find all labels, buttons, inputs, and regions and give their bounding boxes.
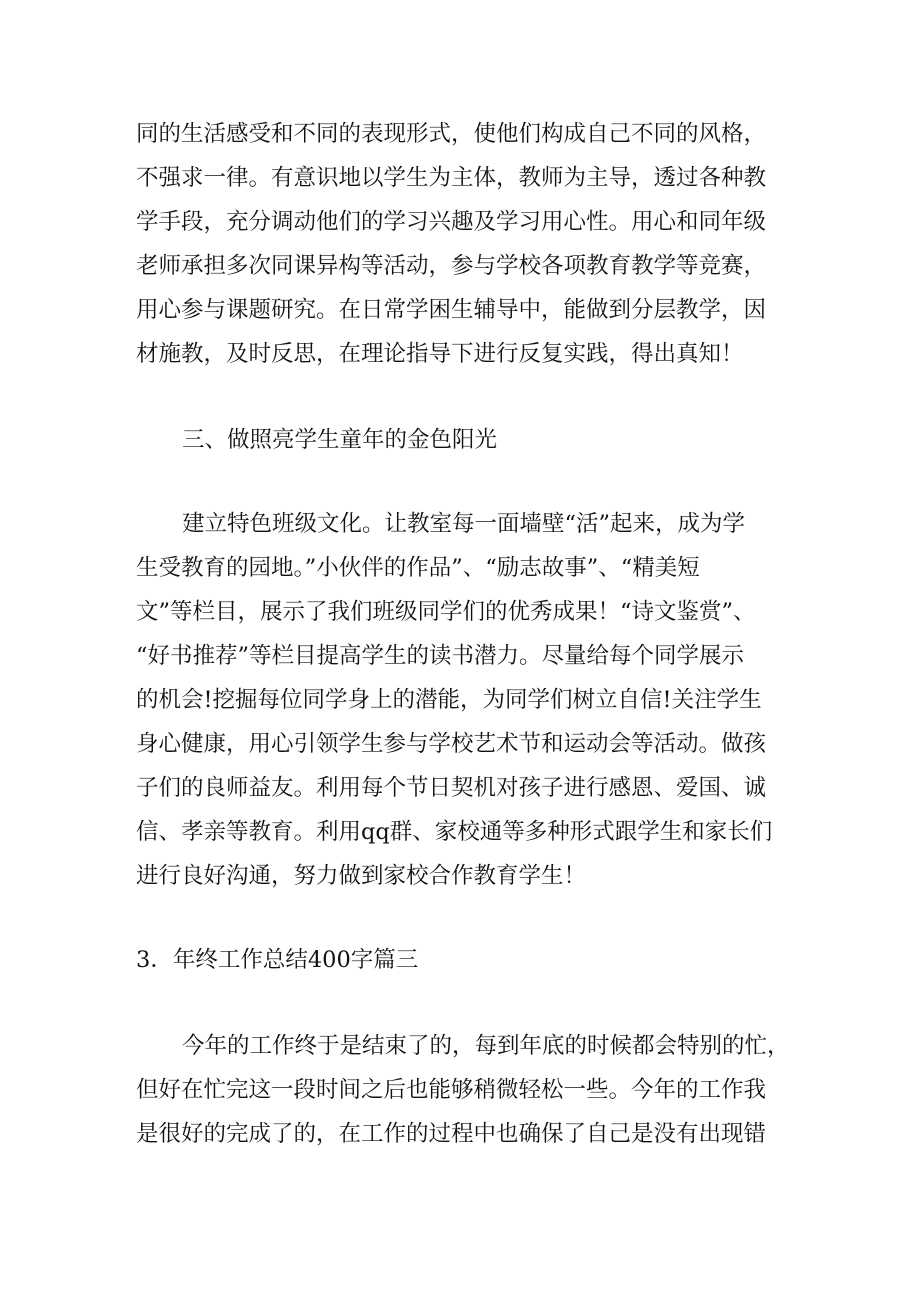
text-line: 生受教育的园地。”小伙伴的作品”、“励志故事”、“精美短 [136,555,700,581]
text-line: 文”等栏目，展示了我们班级同学们的优秀成果！“诗文鉴赏”、 [136,599,756,625]
section-heading-text: 三、做照亮学生童年的金色阳光 [182,427,498,453]
article-title [136,938,816,982]
text-line: 信、孝亲等教育。利用qq群、家校通等多种形式跟学生和家长们 [136,819,773,845]
text-line: 用心参与课题研究。在日常学困生辅导中，能做到分层教学，因 [136,297,767,323]
text-line: 子们的良师益友。利用每个节日契机对孩子进行感恩、爱国、诚 [136,775,767,801]
paragraph-year-end [136,1024,816,1156]
text-line: 建立特色班级文化。让教室每一面墙壁“活”起来，成为学 [182,511,746,537]
text-line: 今年的工作终于是结束了的，每到年底的时候都会特别的忙， [182,1033,790,1059]
section-heading [136,418,862,462]
text-line: 身心健康，用心引领学生参与学校艺术节和运动会等活动。做孩 [136,731,767,757]
text-line: 是很好的完成了的，在工作的过程中也确保了自己是没有出现错 [136,1121,767,1147]
text-line: 材施教，及时反思，在理论指导下进行反复实践，得出真知！ [136,341,744,367]
article-title-text: 3．年终工作总结400字篇三 [136,947,419,973]
text-line: 不强求一律。有意识地以学生为主体，教师为主导，透过各种教 [136,165,767,191]
text-line: 老师承担多次同课异构等活动，参与学校各项教育教学等竞赛， [136,253,767,279]
text-line: 的机会!挖掘每位同学身上的潜能，为同学们树立自信!关注学生 [136,687,762,713]
text-line: 进行良好沟通，努力做到家校合作教育学生！ [136,863,587,889]
text-line: 同的生活感受和不同的表现形式，使他们构成自己不同的风格， [136,121,767,147]
text-line: “好书推荐”等栏目提高学生的读书潜力。尽量给每个同学展示 [136,643,745,669]
text-line: 但好在忙完这一段时间之后也能够稍微轻松一些。今年的工作我 [136,1077,767,1103]
text-line: 学手段，充分调动他们的学习兴趣及学习用心性。用心和同年级 [136,209,767,235]
paragraph-continued [136,112,816,376]
paragraph-class-culture [136,502,816,898]
